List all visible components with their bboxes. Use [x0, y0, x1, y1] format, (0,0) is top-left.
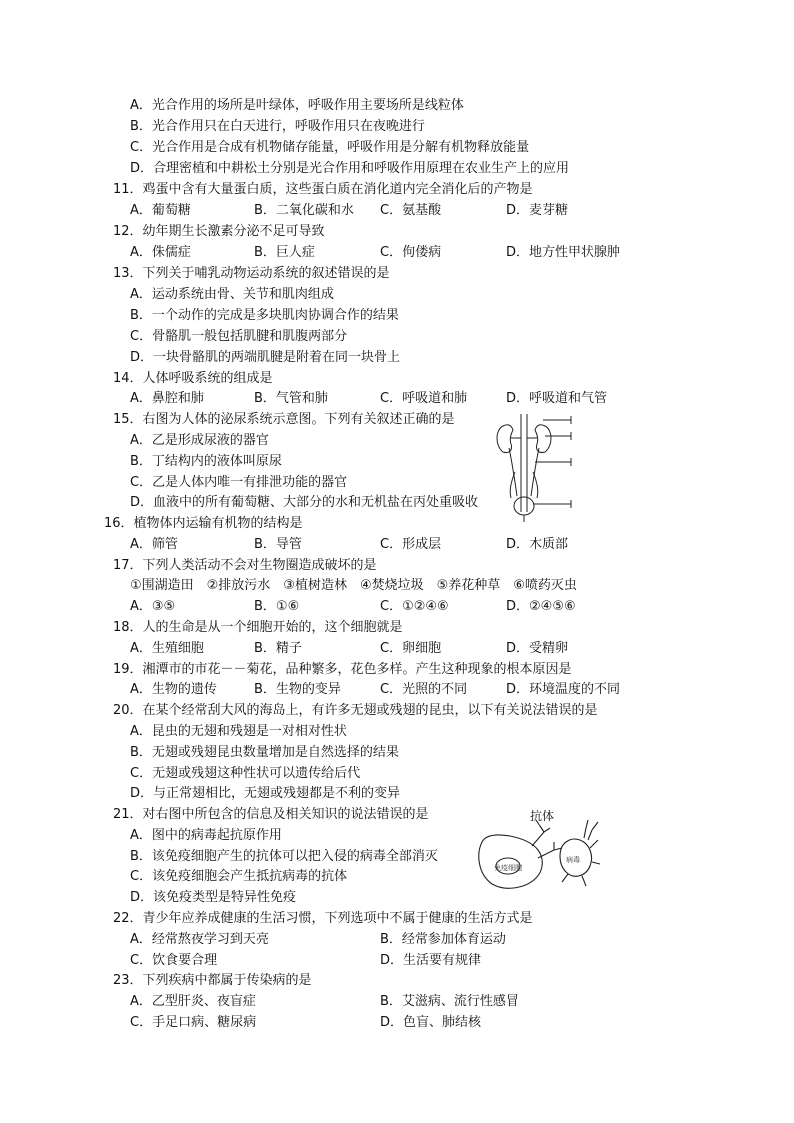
option-16-c: C．形成层 [380, 537, 442, 552]
option-20-c: C．无翅或残翅这种性状可以遗传给后代 [130, 766, 361, 781]
option-20-b: B．无翅或残翅昆虫数量增加是自然选择的结果 [130, 745, 399, 760]
urinary-system-figure [493, 412, 575, 524]
question-12: 12．幼年期生长激素分泌不足可导致 [113, 224, 325, 239]
option-21-d: D．该免疫类型是特异性免疫 [130, 890, 297, 905]
virus-label: 病毒 [566, 856, 580, 864]
option-19-d: D．环境温度的不同 [506, 682, 621, 697]
kidney-right [535, 425, 551, 453]
option-17-d: D．②④⑤⑥ [506, 599, 576, 614]
option-10-a: A．光合作用的场所是叶绿体，呼吸作用主要场所是线粒体 [130, 98, 464, 113]
question-11: 11．鸡蛋中含有大量蛋白质，这些蛋白质在消化道内完全消化后的产物是 [113, 182, 533, 197]
question-19: 19．湘潭市的市花－－菊花，品种繁多，花色多样。产生这种现象的根本原因是 [113, 662, 572, 677]
option-19-c: C．光照的不同 [380, 682, 468, 697]
option-11-c: C．氨基酸 [380, 203, 442, 218]
option-17-c: C．①②④⑥ [380, 599, 449, 614]
option-16-b: B．导管 [254, 537, 302, 552]
option-14-b: B．气管和肺 [254, 391, 328, 406]
option-12-b: B．巨人症 [254, 245, 315, 260]
virus-spikes [586, 820, 598, 830]
option-13-d: D．一块骨骼肌的两端肌腱是附着在同一块骨上 [130, 350, 401, 365]
option-16-d: D．木质部 [506, 537, 569, 552]
option-15-c: C．乙是人体内唯一有排泄功能的器官 [130, 475, 348, 490]
option-15-a: A．乙是形成尿液的器官 [130, 433, 269, 448]
option-15-b: B．丁结构内的液体叫原尿 [130, 454, 282, 469]
option-18-a: A．生殖细胞 [130, 641, 204, 656]
question-17: 17．下列人类活动不会对生物圈造成破坏的是 [113, 558, 377, 573]
option-18-c: C．卵细胞 [380, 641, 442, 656]
option-12-a: A．侏儒症 [130, 245, 191, 260]
bladder [514, 497, 534, 515]
question-20: 20．在某个经常刮大风的海岛上，有许多无翅或残翅的昆虫，以下有关说法错误的是 [113, 703, 598, 718]
question-21: 21．对右图中所包含的信息及相关知识的说法错误的是 [113, 807, 429, 822]
question-17-activities: ①围湖造田 ②排放污水 ③植树造林 ④焚烧垃圾 ⑤养花种草 ⑥喷药灭虫 [130, 578, 577, 593]
option-21-c: C．该免疫细胞会产生抵抗病毒的抗体 [130, 869, 348, 884]
antibody-1 [532, 826, 550, 846]
option-20-a: A．昆虫的无翅和残翅是一对相对性状 [130, 724, 347, 739]
question-18: 18．人的生命是从一个细胞开始的，这个细胞就是 [113, 620, 403, 635]
option-23-d: D．色盲、肺结核 [380, 1015, 482, 1030]
question-15: 15．右图为人体的泌尿系统示意图。下列有关叙述正确的是 [113, 412, 455, 427]
option-21-b: B．该免疫细胞产生的抗体可以把入侵的病毒全部消灭 [130, 849, 438, 864]
option-13-a: A．运动系统由骨、关节和肌肉组成 [130, 287, 334, 302]
option-11-d: D．麦芽糖 [506, 203, 569, 218]
option-23-c: C．手足口病、糖尿病 [130, 1015, 257, 1030]
kidney-left [497, 425, 513, 453]
option-10-c: C．光合作用是合成有机物储存能量，呼吸作用是分解有机物释放能量 [130, 140, 530, 155]
option-12-d: D．地方性甲状腺肿 [506, 245, 621, 260]
question-22: 22．青少年应养成健康的生活习惯，下列选项中不属于健康的生活方式是 [113, 911, 533, 926]
option-22-d: D．生活要有规律 [380, 953, 482, 968]
option-11-a: A．葡萄糖 [130, 203, 191, 218]
option-10-d: D．合理密植和中耕松土分别是光合作用和呼吸作用原理在农业生产上的应用 [130, 161, 570, 176]
option-22-b: B．经常参加体育运动 [380, 932, 506, 947]
option-19-a: A．生物的遗传 [130, 682, 217, 697]
option-20-d: D．与正常翅相比，无翅或残翅都是不利的变异 [130, 786, 401, 801]
option-15-d: D．血液中的所有葡萄糖、大部分的水和无机盐在丙处重吸收 [130, 495, 479, 510]
option-23-b: B．艾滋病、流行性感冒 [380, 994, 519, 1009]
option-14-c: C．呼吸道和肺 [380, 391, 468, 406]
option-21-a: A．图中的病毒起抗原作用 [130, 828, 282, 843]
option-18-d: D．受精卵 [506, 641, 569, 656]
option-19-b: B．生物的变异 [254, 682, 341, 697]
option-23-a: A．乙型肝炎、夜盲症 [130, 994, 256, 1009]
option-13-c: C．骨骼肌一般包括肌腱和肌腹两部分 [130, 329, 348, 344]
option-17-b: B．①⑥ [254, 599, 300, 614]
antibody-label: 抗体 [530, 809, 555, 823]
option-16-a: A．筛管 [130, 537, 178, 552]
option-14-d: D．呼吸道和气管 [506, 391, 608, 406]
option-22-a: A．经常熬夜学习到天亮 [130, 932, 269, 947]
question-23: 23．下列疾病中都属于传染病的是 [113, 973, 312, 988]
immune-response-figure [474, 818, 602, 894]
cell-label: 免疫细胞 [494, 864, 522, 872]
option-13-b: B．一个动作的完成是多块肌肉协调合作的结果 [130, 308, 399, 323]
option-18-b: B．精子 [254, 641, 302, 656]
option-22-c: C．饮食要合理 [130, 953, 218, 968]
antibody-2 [538, 842, 562, 858]
option-14-a: A．鼻腔和肺 [130, 391, 204, 406]
question-16: 16．植物体内运输有机物的结构是 [104, 516, 303, 531]
option-12-c: C．佝偻病 [380, 245, 442, 260]
option-11-b: B．二氧化碳和水 [254, 203, 354, 218]
option-17-a: A．③⑤ [130, 599, 176, 614]
question-13: 13．下列关于哺乳动物运动系统的叙述错误的是 [113, 266, 390, 281]
option-10-b: B．光合作用只在白天进行，呼吸作用只在夜晚进行 [130, 119, 425, 134]
question-14: 14．人体呼吸系统的组成是 [113, 371, 273, 386]
immune-cell [479, 835, 542, 888]
